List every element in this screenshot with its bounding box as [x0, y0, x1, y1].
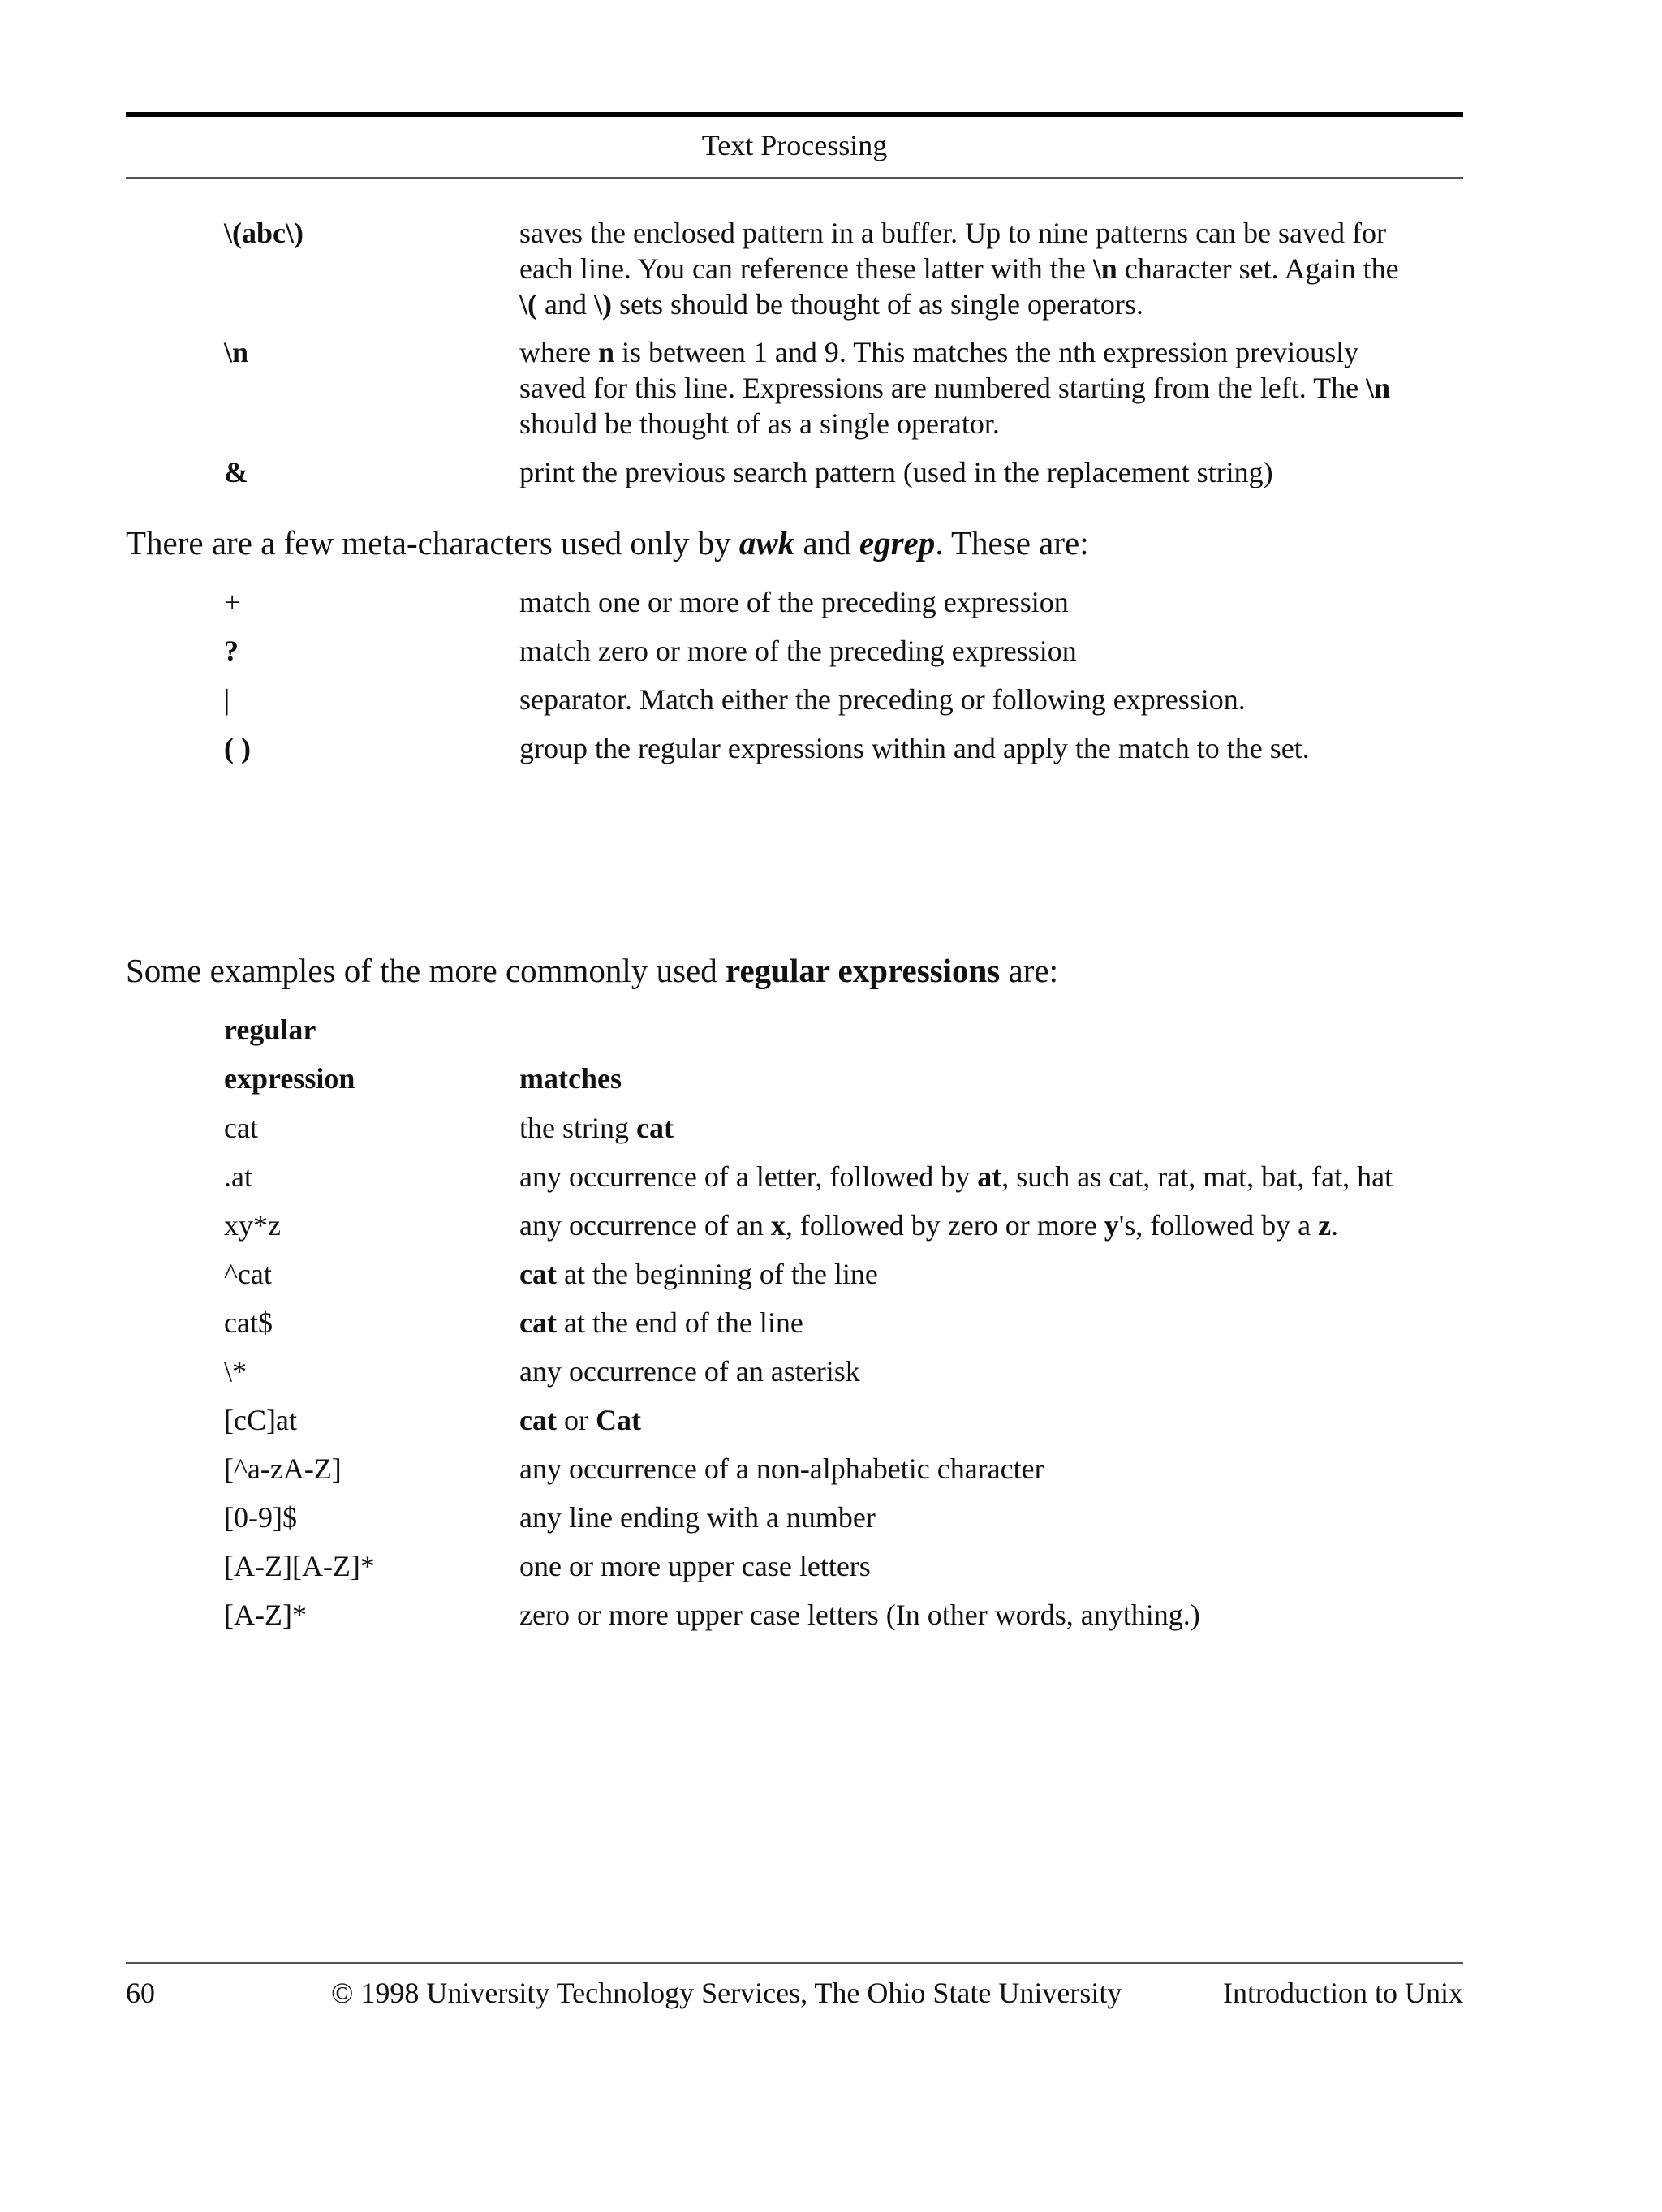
- definition-description: [519, 454, 1463, 490]
- example-expression: cat: [224, 1112, 258, 1144]
- example-expression: cat$: [224, 1306, 273, 1339]
- description-line: each line. You can reference these latter with the \n character set. Again the: [519, 252, 1399, 285]
- example-description: any occurrence of an x, followed by zero or more y's, followed by a z.: [519, 1209, 1339, 1242]
- definition-description: separator. Match either the preceding or following expression.: [519, 683, 1246, 716]
- description-line: print the previous search pattern (used in the replacement string): [519, 456, 1273, 488]
- example-expression: [cC]at: [224, 1404, 297, 1436]
- awk-egrep-intro: There are a few meta-characters used only by awk and egrep. These are:: [126, 524, 1089, 562]
- definition-term: ( ): [224, 732, 251, 764]
- description-line: should be thought of as a single operator.: [519, 407, 1000, 440]
- example-description: cat at the end of the line: [519, 1306, 803, 1339]
- example-expression: \*: [224, 1355, 248, 1388]
- definition-term: \(abc\): [224, 217, 304, 249]
- example-expression: [A-Z][A-Z]*: [224, 1550, 375, 1582]
- definition-term: |: [224, 683, 230, 716]
- example-description: cat at the beginning of the line: [519, 1258, 878, 1290]
- awk-term: awk: [738, 524, 795, 562]
- header-divider: [126, 177, 1463, 179]
- example-description: zero or more upper case letters (In other words, anything.): [519, 1599, 1200, 1631]
- column-header-matches: matches: [519, 1062, 622, 1095]
- example-expression: ^cat: [224, 1258, 272, 1290]
- definition-description: match zero or more of the preceding expression: [519, 635, 1077, 667]
- definition-description: [519, 334, 1463, 441]
- examples-intro: Some examples of the more commonly used regular expressions are:: [126, 952, 1058, 989]
- example-expression: xy*z: [224, 1209, 281, 1242]
- example-description: cat or Cat: [519, 1404, 641, 1436]
- regex-term: regular expressions: [725, 952, 1001, 989]
- definition-description: match one or more of the preceding expression: [519, 586, 1069, 618]
- definition-term: +: [224, 586, 241, 618]
- example-description: any occurrence of a non-alphabetic character: [519, 1452, 1044, 1485]
- definition-term: &: [224, 456, 248, 488]
- example-description: any occurrence of a letter, followed by at, such as cat, rat, mat, bat, fat, hat: [519, 1160, 1393, 1193]
- example-description: any line ending with a number: [519, 1501, 876, 1534]
- definition-term: \n: [224, 336, 249, 368]
- example-expression: [^a-zA-Z]: [224, 1452, 342, 1485]
- example-expression: [A-Z]*: [224, 1599, 307, 1631]
- egrep-term: egrep: [859, 524, 936, 562]
- column-header-expression-line2: expression: [224, 1062, 355, 1095]
- description-line: saved for this line. Expressions are numbered starting from the left. The \n: [519, 372, 1391, 404]
- example-description: the string cat: [519, 1112, 674, 1144]
- example-description: one or more upper case letters: [519, 1550, 871, 1582]
- description-line: \( and \) sets should be thought of as single operators.: [519, 288, 1143, 321]
- definition-term: ?: [224, 635, 239, 667]
- description-line: saves the enclosed pattern in a buffer. Up to nine patterns can be saved for: [519, 217, 1386, 249]
- header-rule: [126, 112, 1463, 117]
- definition-description: group the regular expressions within and apply the match to the set.: [519, 732, 1310, 764]
- example-expression: .at: [224, 1160, 252, 1193]
- footer-copyright: © 1998 University Technology Services, The Ohio State University: [331, 1977, 1122, 2009]
- description-line: where n is between 1 and 9. This matches the nth expression previously: [519, 336, 1359, 368]
- footer-divider: [126, 1962, 1463, 1964]
- page-number: 60: [126, 1977, 155, 2009]
- column-header-expression-line1: regular: [224, 1013, 316, 1046]
- example-expression: [0-9]$: [224, 1501, 297, 1534]
- running-header-title: Text Processing: [701, 129, 888, 161]
- definition-description: [519, 215, 1463, 322]
- footer-book-title: Introduction to Unix: [1223, 1977, 1463, 2009]
- example-description: any occurrence of an asterisk: [519, 1355, 860, 1388]
